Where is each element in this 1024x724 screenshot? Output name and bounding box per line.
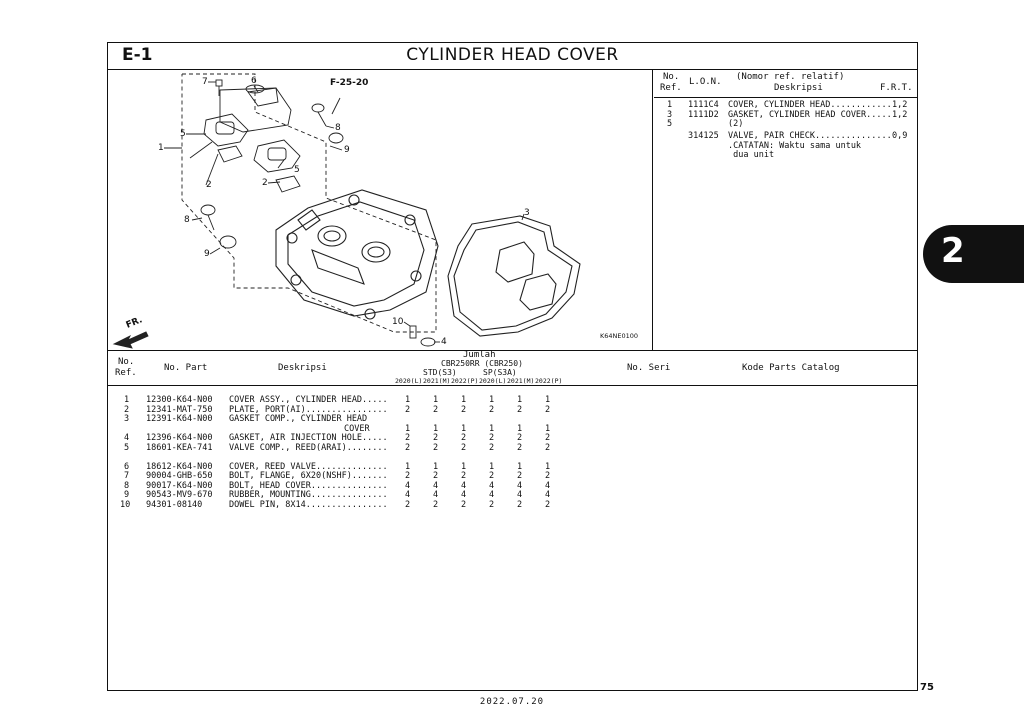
cell-quantity: 1 — [433, 461, 439, 472]
cell-ref: 2 — [124, 404, 130, 415]
cell-part-number: 90017-K64-N00 — [146, 480, 213, 491]
ph-catalog: Kode Parts Catalog — [742, 363, 840, 373]
cell-part-number: 12341-MAT-750 — [146, 404, 213, 415]
cell-quantity: 1 — [489, 461, 495, 472]
reference-link[interactable]: F-25-20 — [330, 78, 369, 88]
lon-cell-desc: GASKET, CYLINDER HEAD COVER..... — [728, 109, 892, 120]
lon-header-ref: Ref. — [660, 83, 682, 93]
cell-quantity: 4 — [517, 480, 523, 491]
callout-8b: 8 — [184, 215, 190, 225]
callout-7: 7 — [202, 77, 208, 87]
cell-description: DOWEL PIN, 8X14................ — [229, 499, 388, 510]
row-group-gap — [108, 452, 917, 462]
lon-cell-lon: 1111D2 — [688, 109, 719, 120]
lon-cell-frt: 0,9 — [892, 130, 908, 141]
callout-9a: 9 — [344, 145, 350, 155]
fr-arrow — [114, 332, 148, 348]
parts-table-header — [108, 350, 917, 386]
callout-2a: 2 — [206, 180, 212, 190]
cell-quantity: 2 — [461, 499, 467, 510]
cell-quantity: 1 — [545, 461, 551, 472]
table-row — [108, 490, 917, 500]
footer-date: 2022.07.20 — [479, 697, 545, 707]
callout-5b: 5 — [294, 165, 300, 175]
lon-header-desc-top: (Nomor ref. relatif) — [736, 72, 845, 82]
cell-quantity: 2 — [489, 433, 495, 443]
cell-ref: 10 — [120, 499, 131, 510]
lon-cell-frt: 1,2 — [892, 109, 908, 120]
ph-year: 2022(P) — [535, 377, 563, 385]
callout-3: 3 — [524, 208, 530, 218]
lon-cell-desc: (2) — [728, 119, 744, 130]
cell-quantity: 4 — [517, 490, 523, 500]
cell-quantity: 4 — [433, 490, 439, 500]
cell-quantity: 1 — [405, 461, 411, 472]
cell-quantity: 1 — [489, 423, 495, 434]
cell-quantity: 4 — [489, 480, 495, 491]
cell-quantity: 2 — [461, 442, 467, 453]
cell-ref: 4 — [124, 433, 130, 443]
cell-description: COVER, REED VALVE.............. — [229, 461, 388, 472]
callout-8a: 8 — [335, 123, 341, 133]
cell-quantity: 4 — [545, 480, 551, 491]
lon-row — [654, 129, 917, 141]
cell-description: BOLT, FLANGE, 6X20(NSHF)....... — [229, 471, 388, 481]
cell-quantity: 2 — [517, 499, 523, 510]
section-title: CYLINDER HEAD COVER — [406, 45, 619, 65]
rubber-9-lower — [220, 236, 236, 248]
cell-part-number: 90543-MV9-670 — [146, 490, 213, 500]
exploded-diagram — [108, 70, 653, 350]
cell-quantity: 2 — [517, 442, 523, 453]
lon-header-desc: Deskripsi — [774, 83, 823, 93]
figure-code: K64NE0100 — [600, 332, 639, 340]
cell-quantity: 2 — [489, 471, 495, 481]
cell-quantity: 2 — [433, 404, 439, 415]
plate-port-right — [276, 176, 300, 192]
table-row — [108, 414, 917, 424]
callout-2b: 2 — [262, 178, 268, 188]
ph-no: No. — [118, 357, 135, 367]
cell-description: PLATE, PORT(AI)................ — [229, 404, 388, 415]
lon-cell-desc: .CATATAN: Waktu sama untuk — [728, 140, 862, 151]
table-row — [108, 471, 917, 481]
cell-quantity: 4 — [405, 480, 411, 491]
callout-6: 6 — [251, 76, 257, 86]
ph-desc: Deskripsi — [278, 363, 327, 373]
cell-quantity: 2 — [545, 442, 551, 453]
cell-quantity: 1 — [433, 423, 439, 434]
ph-year: 2020(L) — [395, 377, 423, 385]
ph-part-no: No. Part — [164, 363, 208, 373]
callout-10: 10 — [392, 317, 404, 327]
cell-quantity: 2 — [545, 404, 551, 415]
table-row — [108, 405, 917, 415]
lon-row — [654, 150, 917, 160]
lon-cell-lon: 314125 — [688, 130, 719, 141]
cell-description: BOLT, HEAD COVER............... — [229, 480, 388, 491]
ref-arrow — [332, 98, 340, 114]
cell-quantity: 2 — [489, 442, 495, 453]
cell-quantity: 2 — [461, 404, 467, 415]
ph-std: STD(S3) — [423, 368, 457, 377]
lon-header-lon: L.O.N. — [689, 77, 722, 87]
lon-table — [654, 70, 917, 350]
lon-cell-desc: dua unit — [728, 150, 775, 161]
cell-part-number: 12396-K64-N00 — [146, 433, 213, 443]
cell-quantity: 2 — [433, 471, 439, 481]
lon-header-no: No. — [663, 72, 680, 82]
cell-description: GASKET, AIR INJECTION HOLE..... — [229, 433, 388, 443]
cell-quantity: 2 — [461, 471, 467, 481]
ph-jumlah: Jumlah — [463, 350, 496, 360]
cell-description: RUBBER, MOUNTING............... — [229, 490, 388, 500]
cell-description: VALVE COMP., REED(ARAI)........ — [229, 442, 388, 453]
cell-quantity: 2 — [517, 471, 523, 481]
ph-year: 2020(L) — [479, 377, 507, 385]
table-row — [108, 481, 917, 491]
cell-quantity: 1 — [517, 423, 523, 434]
cell-quantity: 2 — [405, 433, 411, 443]
lon-row — [654, 141, 917, 151]
cell-part-number: 18601-KEA-741 — [146, 442, 213, 453]
cell-quantity: 2 — [405, 499, 411, 510]
ph-year: 2021(M) — [423, 377, 451, 385]
cell-quantity: 4 — [433, 480, 439, 491]
lon-cell-desc: VALVE, PAIR CHECK............... — [728, 130, 892, 141]
title-bar — [108, 43, 917, 70]
cell-quantity: 1 — [461, 423, 467, 434]
cell-ref: 5 — [124, 442, 130, 453]
cell-description: GASKET COMP., CYLINDER HEAD — [229, 414, 368, 424]
table-row — [108, 433, 917, 443]
lon-row — [654, 119, 917, 129]
cylinder-head-cover — [276, 190, 438, 319]
cell-part-number: 18612-K64-N00 — [146, 461, 213, 472]
lon-cell-desc: COVER, CYLINDER HEAD............ — [728, 100, 892, 110]
cell-quantity: 2 — [489, 404, 495, 415]
callout-1: 1 — [158, 143, 164, 153]
table-row — [108, 424, 917, 434]
ph-ref: Ref. — [115, 368, 137, 378]
lon-table-header — [654, 70, 917, 98]
bolt-8-upper — [312, 104, 326, 126]
cell-quantity: 4 — [461, 480, 467, 491]
lon-cell-ref: 5 — [667, 119, 673, 130]
callout-9b: 9 — [204, 249, 210, 259]
cell-quantity: 1 — [545, 423, 551, 434]
lon-row — [654, 100, 917, 110]
cell-quantity: 2 — [461, 433, 467, 443]
ph-serial: No. Seri — [627, 363, 671, 373]
cell-description: COVER — [344, 423, 370, 434]
lon-cell-ref: 1 — [667, 100, 673, 110]
callout-4: 4 — [441, 337, 447, 347]
cell-quantity: 1 — [489, 395, 495, 405]
cell-quantity: 2 — [517, 433, 523, 443]
cell-ref: 8 — [124, 480, 130, 491]
cell-ref: 6 — [124, 461, 130, 472]
ph-sp: SP(S3A) — [483, 368, 517, 377]
chapter-number: 2 — [941, 231, 965, 271]
parts-table-body — [108, 395, 917, 509]
cell-quantity: 2 — [433, 499, 439, 510]
cell-ref: 7 — [124, 471, 130, 481]
callout-5a: 5 — [180, 129, 186, 139]
lon-table-body — [654, 100, 917, 160]
fr-label: FR. — [124, 315, 144, 331]
cell-ref: 1 — [124, 395, 130, 405]
cell-quantity: 1 — [545, 395, 551, 405]
ph-model: CBR250RR (CBR250) — [441, 359, 523, 368]
cell-quantity: 4 — [489, 490, 495, 500]
plate-port-left — [218, 146, 242, 162]
rubber-9-upper — [329, 133, 343, 143]
cell-part-number: 94301-08140 — [146, 499, 203, 510]
cell-quantity: 2 — [545, 471, 551, 481]
bolt-7 — [216, 80, 222, 96]
cell-quantity: 2 — [517, 404, 523, 415]
gasket-cylinder-head-cover — [448, 216, 580, 336]
reed-valve-left — [204, 114, 248, 146]
cell-quantity: 2 — [433, 433, 439, 443]
table-row — [108, 500, 917, 510]
cell-quantity: 1 — [517, 395, 523, 405]
cell-quantity: 4 — [461, 490, 467, 500]
chapter-tab[interactable] — [923, 225, 1024, 283]
gasket-air-injection-hole — [421, 338, 435, 346]
cell-quantity: 2 — [433, 442, 439, 453]
lon-header-frt: F.R.T. — [880, 83, 913, 93]
cell-quantity: 1 — [405, 423, 411, 434]
reed-valve-cover — [220, 88, 291, 132]
cell-part-number: 90004-GHB-650 — [146, 471, 213, 481]
page-frame — [107, 42, 918, 691]
diagram-drawing — [108, 70, 653, 350]
cell-quantity: 4 — [545, 490, 551, 500]
ph-year: 2021(M) — [507, 377, 535, 385]
cell-quantity: 1 — [461, 461, 467, 472]
cell-description: COVER ASSY., CYLINDER HEAD..... — [229, 395, 388, 405]
page-number: 75 — [920, 682, 934, 693]
cell-quantity: 2 — [545, 433, 551, 443]
table-row — [108, 395, 917, 405]
cell-part-number: 12391-K64-N00 — [146, 414, 213, 424]
lon-cell-lon: 1111C4 — [688, 100, 719, 110]
ph-year: 2022(P) — [451, 377, 479, 385]
cell-quantity: 2 — [405, 442, 411, 453]
cell-quantity: 2 — [545, 499, 551, 510]
lon-cell-frt: 1,2 — [892, 100, 908, 110]
bolt-8-lower — [201, 205, 215, 230]
cell-ref: 3 — [124, 414, 130, 424]
cell-quantity: 2 — [489, 499, 495, 510]
cell-quantity: 4 — [405, 490, 411, 500]
section-code: E-1 — [122, 45, 153, 65]
lon-cell-ref: 3 — [667, 109, 673, 120]
lon-row — [654, 110, 917, 120]
table-row — [108, 443, 917, 453]
cell-quantity: 1 — [433, 395, 439, 405]
cell-quantity: 2 — [405, 471, 411, 481]
cell-quantity: 1 — [517, 461, 523, 472]
cell-quantity: 1 — [461, 395, 467, 405]
table-row — [108, 462, 917, 472]
cell-ref: 9 — [124, 490, 130, 500]
cell-quantity: 1 — [405, 395, 411, 405]
cell-part-number: 12300-K64-N00 — [146, 395, 213, 405]
cell-quantity: 2 — [405, 404, 411, 415]
